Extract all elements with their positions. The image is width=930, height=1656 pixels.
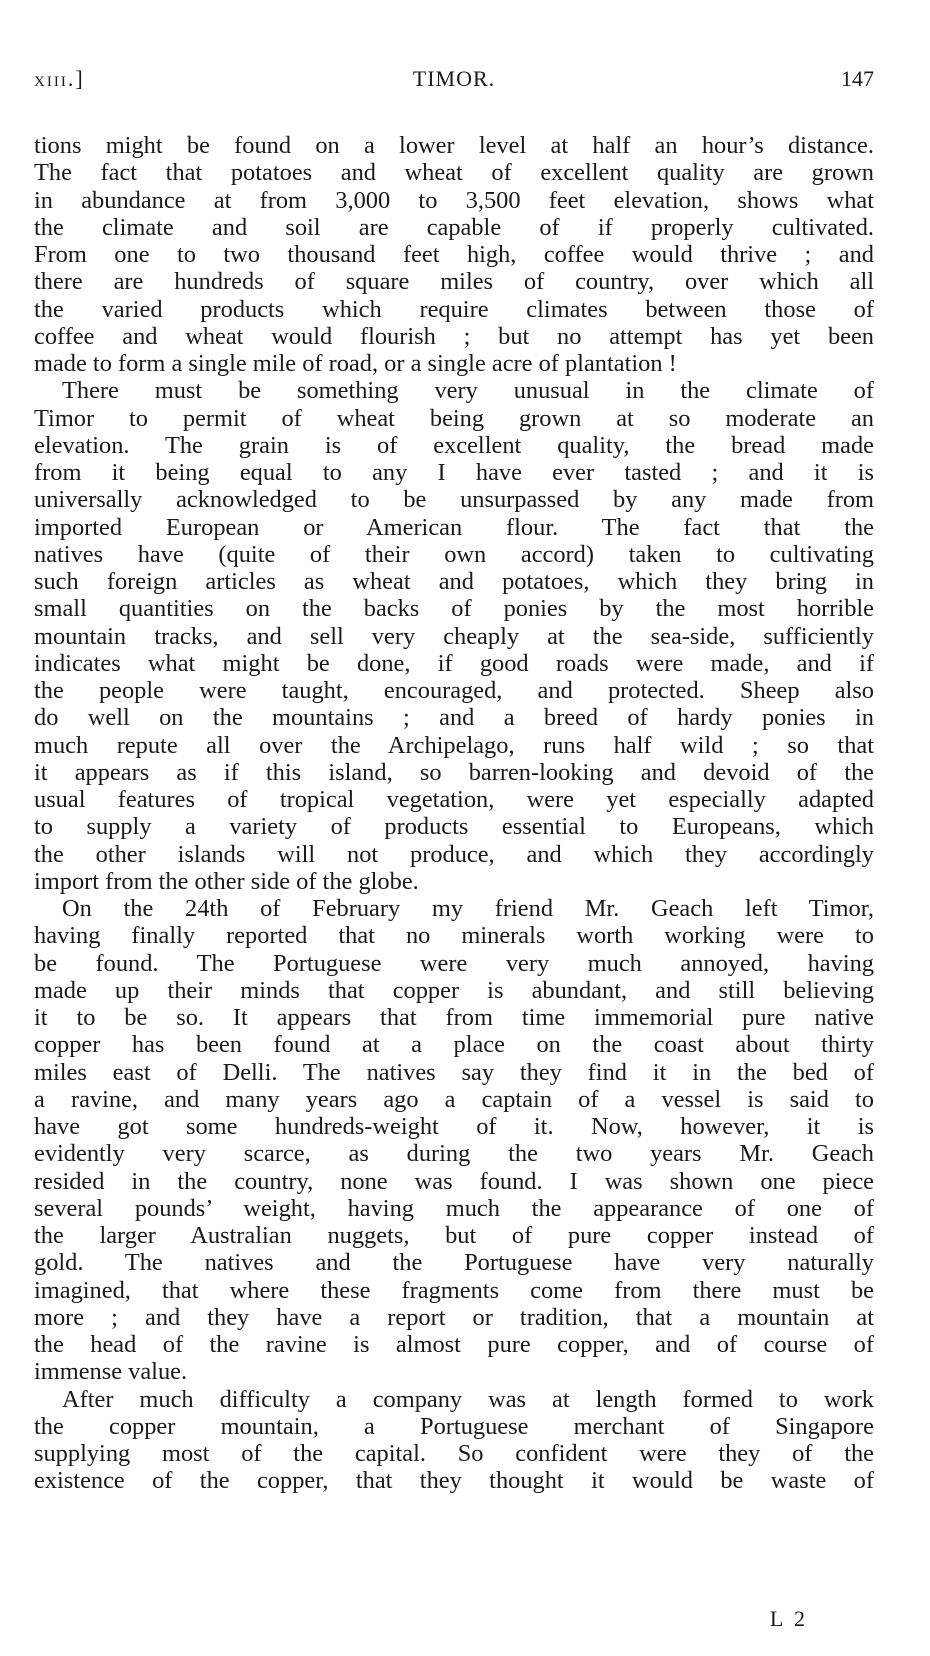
text-line: from it being equal to any I have ever tasted ; and it is <box>34 459 874 486</box>
text-line: immense value. <box>34 1358 188 1386</box>
text-line: much repute all over the Archipelago, runs half wild ; so that <box>34 731 874 759</box>
text-line: copper has been found at a place on the coast about thirty <box>34 1031 874 1059</box>
paragraph <box>34 132 874 377</box>
text-line: it to be so. It appears that from time immemorial pure native <box>34 1004 874 1031</box>
text-line: imagined, that where these fragments come from there must be <box>34 1276 874 1304</box>
text-line: usual features of tropical vegetation, were yet especially adapted <box>34 786 874 813</box>
text-line: to supply a variety of products essential to Europeans, which <box>34 813 874 841</box>
page-heading: TIMOR. <box>412 66 496 91</box>
text-line: existence of the copper, that they thought it would be waste of <box>34 1467 874 1495</box>
text-line: mountain tracks, and sell very cheaply at the sea-side, sufficiently <box>34 622 874 650</box>
text-line: there are hundreds of square miles of country, over which all <box>34 268 874 296</box>
text-line: On the 24th of February my friend Mr. Geach left Timor, <box>62 895 874 922</box>
text-line: After much difficulty a company was at length formed to work <box>62 1385 874 1413</box>
text-line: tions might be found on a lower level at half an hour’s distance. <box>34 132 874 159</box>
chapter-number: xiii.] <box>34 66 85 91</box>
running-head <box>34 66 874 100</box>
text-line: import from the other side of the globe. <box>34 867 419 895</box>
text-line: in abundance at from 3,000 to 3,500 feet elevation, shows what <box>34 186 874 214</box>
text-line: The fact that potatoes and wheat of excellent quality are grown <box>34 159 874 187</box>
text-line: elevation. The grain is of excellent quality, the bread made <box>34 431 874 459</box>
text-line: the copper mountain, a Portuguese merchant of Singapore <box>34 1412 874 1440</box>
signature-mark: L 2 <box>769 1606 808 1631</box>
text-line: natives have (quite of their own accord) taken to cultivating <box>34 540 874 568</box>
text-line: imported European or American flour. The fact that the <box>34 513 874 541</box>
text-line: such foreign articles as wheat and potatoes, which they bring in <box>34 568 874 595</box>
paragraph <box>34 1386 874 1495</box>
body-text <box>34 132 874 1495</box>
text-line: several pounds’ weight, having much the appearance of one of <box>34 1194 874 1222</box>
text-line: universally acknowledged to be unsurpassed by any made from <box>34 486 874 514</box>
text-line: a ravine, and many years ago a captain of a vessel is said to <box>34 1085 874 1113</box>
text-line: coffee and wheat would flourish ; but no attempt has yet been <box>34 322 874 350</box>
text-line: miles east of Delli. The natives say they find it in the bed of <box>34 1058 874 1086</box>
text-line: the varied products which require climates between those of <box>34 295 874 323</box>
page-number: 147 <box>841 66 874 91</box>
text-line: having finally reported that no minerals worth working were to <box>34 922 874 950</box>
text-line: supplying most of the capital. So confident were they of the <box>34 1440 874 1467</box>
text-line: have got some hundreds-weight of it. Now, however, it is <box>34 1113 874 1140</box>
text-line: the other islands will not produce, and which they accordingly <box>34 840 874 868</box>
text-line: gold. The natives and the Portuguese have very naturally <box>34 1249 874 1277</box>
paragraph <box>34 895 874 1386</box>
text-line: the head of the ravine is almost pure copper, and of course of <box>34 1331 874 1358</box>
text-line: indicates what might be done, if good roads were made, and if <box>34 649 874 677</box>
text-line: made to form a single mile of road, or a single acre of plantation ! <box>34 350 677 377</box>
text-line: made up their minds that copper is abundant, and still believing <box>34 976 874 1004</box>
text-line: Timor to permit of wheat being grown at so moderate an <box>34 404 874 432</box>
text-line: small quantities on the backs of ponies by the most horrible <box>34 595 874 623</box>
text-line: From one to two thousand feet high, coffee would thrive ; and <box>34 241 874 268</box>
text-line: do well on the mountains ; and a breed of hardy ponies in <box>34 704 874 732</box>
paragraph <box>34 377 874 895</box>
text-line: be found. The Portuguese were very much annoyed, having <box>34 949 874 977</box>
text-line: evidently very scarce, as during the two years Mr. Geach <box>34 1140 874 1168</box>
text-line: it appears as if this island, so barren-looking and devoid of the <box>34 758 874 786</box>
text-line: resided in the country, none was found. I was shown one piece <box>34 1167 874 1195</box>
text-line: There must be something very unusual in the climate of <box>62 377 874 405</box>
text-line: the climate and soil are capable of if properly cultivated. <box>34 213 874 241</box>
text-line: the people were taught, encouraged, and protected. Sheep also <box>34 677 874 704</box>
text-line: more ; and they have a report or tradition, that a mountain at <box>34 1303 874 1331</box>
text-line: the larger Australian nuggets, but of pure copper instead of <box>34 1222 874 1249</box>
